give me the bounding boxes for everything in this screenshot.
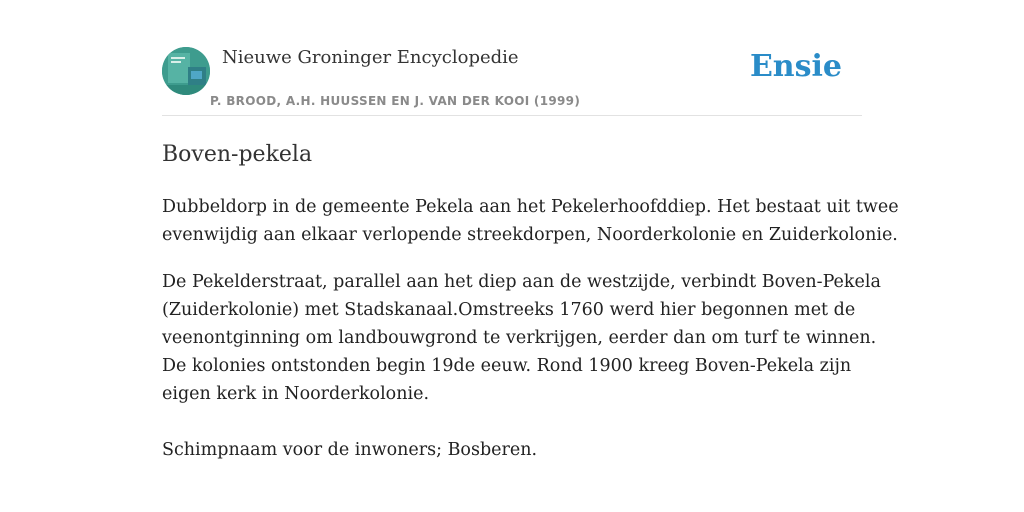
paragraph-line: De Pekelderstraat, parallel aan het diep aan de westzijde, verbindt Boven-Pekela — [162, 272, 881, 292]
book-cover-image — [162, 47, 210, 95]
paragraph-line: veenontginning om landbouwgrond te verkrijgen, eerder dan om turf te winnen. — [162, 328, 877, 348]
entry-paragraph-1 — [162, 193, 899, 249]
paragraph-line: (Zuiderkolonie) met Stadskanaal.Omstreeks 1760 werd hier begonnen met de — [162, 300, 856, 320]
ensie-logo[interactable]: Ensie — [749, 49, 842, 84]
source-header — [162, 44, 862, 116]
entry-card — [162, 44, 899, 464]
entry-paragraph-3 — [162, 436, 862, 464]
entry-title: Boven-pekela — [162, 142, 313, 167]
paragraph-line: Dubbeldorp in de gemeente Pekela aan het Pekelerhoofddiep. Het bestaat uit twee — [162, 197, 899, 217]
entry-paragraph-2 — [162, 268, 881, 408]
book-authors: P. BROOD, A.H. HUUSSEN EN J. VAN DER KOOI (1999) — [210, 94, 581, 108]
paragraph-line: evenwijdig aan elkaar verlopende streekdorpen, Noorderkolonie en Zuiderkolonie. — [162, 225, 898, 245]
book-cover-thumbnail[interactable] — [162, 47, 210, 95]
book-title[interactable]: Nieuwe Groninger Encyclopedie — [222, 47, 519, 68]
paragraph-line: Schimpnaam voor de inwoners; Bosberen. — [162, 440, 538, 460]
paragraph-line: De kolonies ontstonden begin 19de eeuw. Rond 1900 kreeg Boven-Pekela zijn — [162, 356, 852, 376]
paragraph-line: eigen kerk in Noorderkolonie. — [162, 384, 430, 404]
